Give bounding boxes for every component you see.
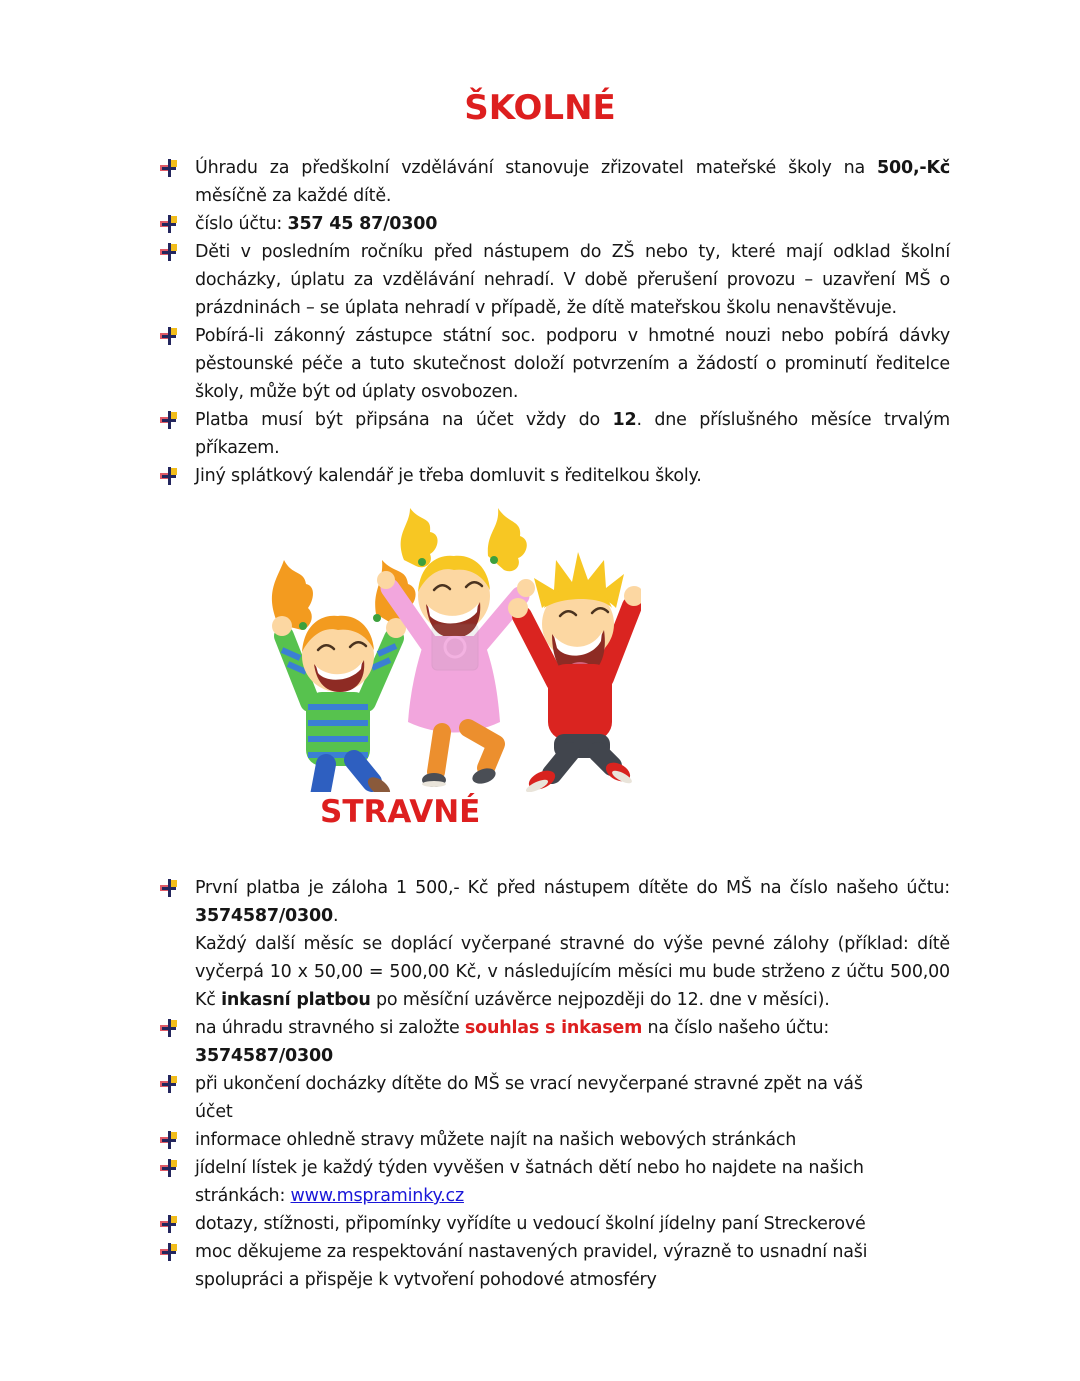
bullet-item bbox=[130, 1210, 950, 1238]
paragraph bbox=[195, 1126, 950, 1154]
bullet-text bbox=[195, 462, 950, 490]
bullet-item bbox=[130, 322, 950, 406]
paragraph bbox=[195, 1042, 950, 1070]
plus-bullet-icon bbox=[160, 411, 178, 429]
bullet-text bbox=[195, 154, 950, 210]
paragraph bbox=[195, 874, 950, 930]
text-segment: po měsíční uzávěrce nejpozději do 12. dne v měsíci). bbox=[370, 990, 830, 1010]
paragraph bbox=[195, 238, 950, 322]
paragraph bbox=[195, 1238, 950, 1294]
plus-bullet-icon bbox=[160, 1019, 178, 1037]
plus-bullet-icon bbox=[160, 243, 178, 261]
text-segment: První platba je záloha 1 500,- Kč před nástupem dítěte do MŠ na číslo našeho účtu: bbox=[195, 878, 950, 898]
plus-bullet-icon bbox=[160, 215, 178, 233]
paragraph bbox=[195, 462, 950, 490]
plus-bullet-icon bbox=[160, 1075, 178, 1093]
bullet-item bbox=[130, 1238, 950, 1294]
bullet-text bbox=[195, 1126, 950, 1154]
bullet-item bbox=[130, 874, 950, 1014]
bullet-item bbox=[130, 1070, 950, 1126]
paragraph bbox=[195, 406, 950, 462]
plus-bullet-icon bbox=[160, 1215, 178, 1233]
text-segment: Pobírá-li zákonný zástupce státní soc. podporu v hmotné nouzi nebo pobírá dávky pěstounské péče a tuto skutečnost doloží potvrzením a žádostí o prominutí ředitelce školy, může být od úplaty osvobozen. bbox=[195, 326, 950, 402]
bullet-text bbox=[195, 1238, 950, 1294]
plus-bullet-icon bbox=[160, 327, 178, 345]
text-segment: dotazy, stížnosti, připomínky vyřídíte u vedoucí školní jídelny paní Streckerové bbox=[195, 1214, 866, 1234]
text-segment: Jiný splátkový kalendář je třeba domluvit s ředitelkou školy. bbox=[195, 466, 702, 486]
text-segment: 500,-Kč bbox=[877, 158, 950, 178]
bullet-text bbox=[195, 1210, 950, 1238]
bullet-text bbox=[195, 322, 950, 406]
bullet-text bbox=[195, 874, 950, 1014]
paragraph bbox=[195, 1014, 950, 1042]
children-illustration bbox=[226, 496, 641, 792]
paragraph bbox=[195, 1210, 950, 1238]
paragraph bbox=[195, 154, 950, 210]
text-segment: na číslo našeho účtu: bbox=[642, 1018, 830, 1038]
text-segment: informace ohledně stravy můžete najít na našich webových stránkách bbox=[195, 1130, 797, 1150]
bullet-text bbox=[195, 238, 950, 322]
text-segment: . bbox=[332, 906, 339, 926]
paragraph bbox=[195, 1098, 950, 1126]
skolne-bullet-list bbox=[130, 154, 950, 490]
text-segment: moc děkujeme za respektování nastavených pravidel, výrazně to usnadní naši spolupráci a přispěje k vytvoření pohodové atmosféry bbox=[195, 1242, 868, 1290]
text-segment: . dne příslušného měsíce trvalým příkazem. bbox=[195, 410, 950, 458]
bullet-text bbox=[195, 1070, 950, 1126]
bullet-item bbox=[130, 1154, 950, 1210]
stravne-bullet-list bbox=[130, 874, 950, 1294]
bullet-item bbox=[130, 210, 950, 238]
bullet-item bbox=[130, 1126, 950, 1154]
section-title-stravne: STRAVNÉ bbox=[320, 794, 481, 830]
plus-bullet-icon bbox=[160, 1131, 178, 1149]
text-segment: 3574587/0300 bbox=[195, 1046, 333, 1066]
paragraph bbox=[195, 322, 950, 406]
text-segment: 12 bbox=[612, 410, 637, 430]
text-segment: souhlas s inkasem bbox=[464, 1018, 643, 1038]
bullet-item bbox=[130, 406, 950, 462]
bullet-text bbox=[195, 406, 950, 462]
text-segment: Platba musí být připsána na účet vždy do bbox=[195, 410, 613, 430]
paragraph bbox=[195, 1070, 950, 1098]
text-segment: 357 45 87/0300 bbox=[287, 214, 438, 234]
plus-bullet-icon bbox=[160, 159, 178, 177]
section-title-skolne: ŠKOLNÉ bbox=[464, 88, 616, 128]
children-illustration-svg bbox=[226, 496, 641, 792]
text-segment: na úhradu stravného si založte bbox=[195, 1018, 465, 1038]
text-segment: číslo účtu: bbox=[195, 214, 288, 234]
text-segment: účet bbox=[195, 1102, 233, 1122]
plus-bullet-icon bbox=[160, 1159, 178, 1177]
bullet-text bbox=[195, 1154, 950, 1210]
plus-bullet-icon bbox=[160, 879, 178, 897]
bullet-text bbox=[195, 210, 950, 238]
text-segment: Každý další měsíc se doplácí vyčerpané stravné do výše pevné zálohy (příklad: dítě vyčerpá 10 x 50,00 = 500,00 Kč, v následujícím měsíci mu bude strženo z účtu 500,00 Kč bbox=[195, 934, 950, 1010]
bullet-item bbox=[130, 1014, 950, 1070]
paragraph bbox=[195, 930, 950, 1014]
text-segment: 3574587/0300 bbox=[195, 906, 333, 926]
bullet-item bbox=[130, 154, 950, 210]
bullet-item bbox=[130, 238, 950, 322]
plus-bullet-icon bbox=[160, 1243, 178, 1261]
text-segment: Úhradu za předškolní vzdělávání stanovuje zřizovatel mateřské školy na bbox=[195, 158, 878, 178]
bullet-text bbox=[195, 1014, 950, 1070]
watermark bbox=[432, 624, 478, 670]
paragraph bbox=[195, 1154, 950, 1210]
bullet-item bbox=[130, 462, 950, 490]
text-segment: při ukončení docházky dítěte do MŠ se vrací nevyčerpané stravné zpět na váš bbox=[195, 1074, 863, 1094]
website-link[interactable]: www.mspraminky.cz bbox=[290, 1186, 464, 1206]
paragraph bbox=[195, 210, 950, 238]
text-segment: Děti v posledním ročníku před nástupem do ZŠ nebo ty, které mají odklad školní docházky, úplatu za vzdělávání nehradí. V době přerušení provozu – uzavření MŠ o prázdninách – se úplata nehradí v případě, že dítě mateřskou školu nenavštěvuje. bbox=[195, 242, 950, 318]
text-segment: inkasní platbou bbox=[221, 990, 371, 1010]
text-segment: měsíčně za každé dítě. bbox=[195, 186, 392, 206]
text-segment: jídelní lístek je každý týden vyvěšen v šatnách dětí nebo ho najdete na našich stránkách: bbox=[195, 1158, 864, 1206]
plus-bullet-icon bbox=[160, 467, 178, 485]
